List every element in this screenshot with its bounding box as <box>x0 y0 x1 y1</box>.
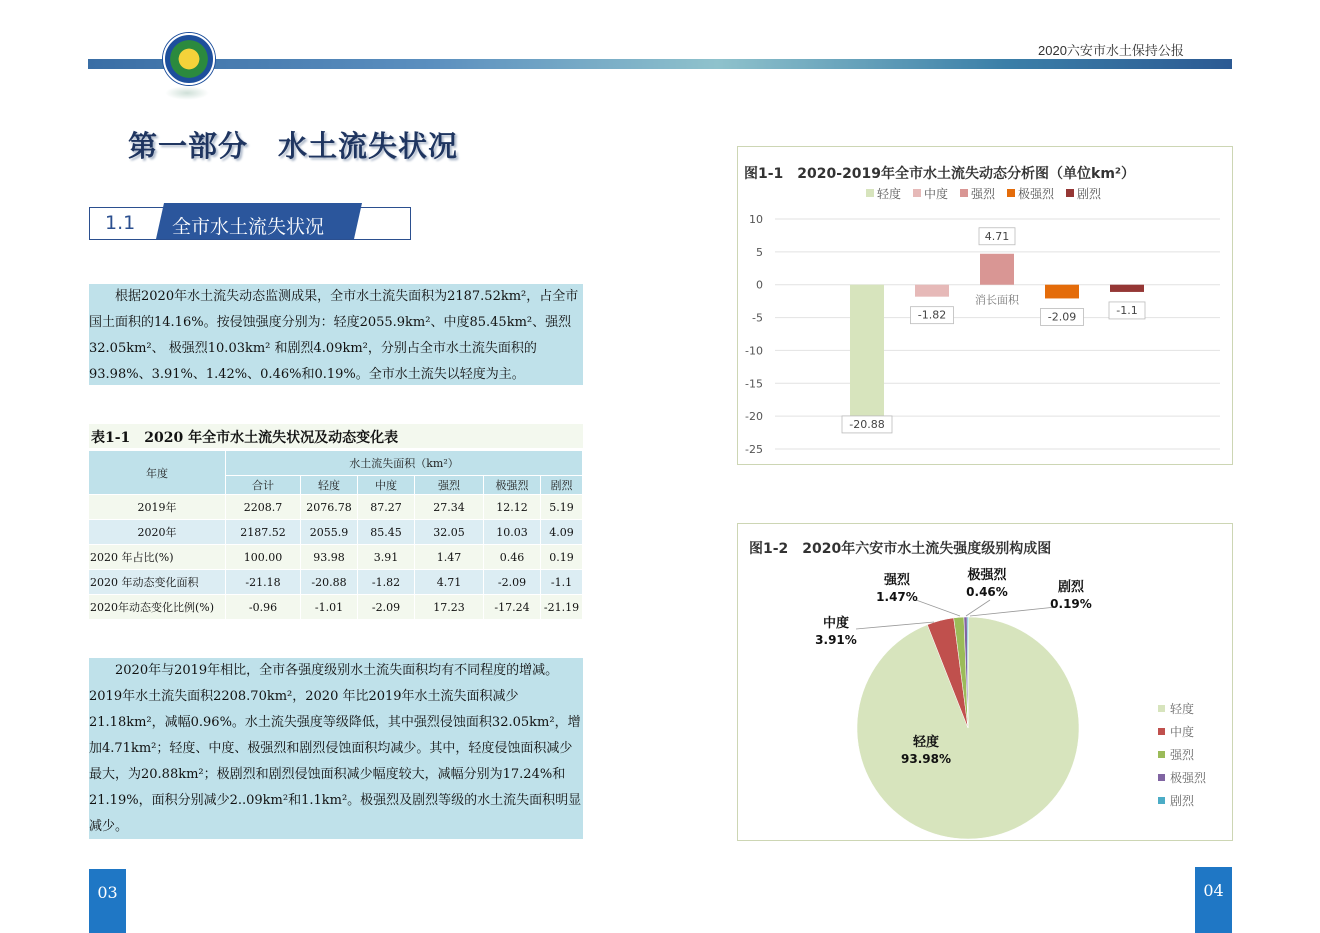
table-row <box>89 595 583 620</box>
y-tick-label: -20 <box>745 410 763 424</box>
table-row <box>89 520 583 545</box>
paragraph-2-text: 2020年与2019年相比，全市各强度级别水土流失面积均有不同程度的增减。2019年水土流失面积2208.70km²，2020 年比2019年水土流失面积减少21.18km²，减幅0.96%。水土流失强度等级降低，其中强烈侵蚀面积32.05km²，增加4.71km²；轻度、中度、极强烈和剧烈侵蚀面积均减少。其中，轻度侵蚀面积减少最大，为20.88km²；极剧烈和剧烈侵蚀面积减少幅度较大，减幅分别为17.24%和21.19%，面积分别减少2..09km²和1.1km²。极强烈及剧烈等级的水土流失面积明显减少。 <box>89 663 582 834</box>
data-label: -2.09 <box>1047 310 1077 324</box>
table-cell: 87.27 <box>358 495 415 520</box>
header-bar <box>88 59 1232 69</box>
legend-label: 轻度 <box>1170 702 1195 716</box>
legend-swatch <box>1066 189 1074 197</box>
table-cell: -17.24 <box>484 595 541 620</box>
legend-swatch <box>1158 774 1165 781</box>
bar-chart-title: 图1-1 2020-2019年全市水土流失动态分析图（单位km²） <box>744 166 1136 182</box>
table-row <box>89 495 583 520</box>
legend-label: 轻度 <box>877 187 902 201</box>
data-label: 4.71 <box>984 229 1010 243</box>
legend-label: 剧烈 <box>1170 794 1195 808</box>
y-tick-label: -25 <box>745 443 763 456</box>
chart-2-frame <box>737 523 1233 841</box>
y-tick-label: 10 <box>749 213 763 226</box>
table-cell: 4.09 <box>541 520 583 545</box>
table-cell: -1.82 <box>358 570 415 595</box>
table-row <box>89 545 583 570</box>
table-cell: 10.03 <box>484 520 541 545</box>
table-cell: 32.05 <box>415 520 484 545</box>
y-tick-label: 5 <box>756 245 763 259</box>
pie-label-name: 强烈 <box>883 573 911 588</box>
leader-line <box>970 607 1056 616</box>
y-tick-label: -5 <box>752 311 763 325</box>
chart-1-frame <box>737 146 1233 465</box>
bar-chart <box>738 147 1232 464</box>
pie-label-name: 轻度 <box>912 735 940 750</box>
legend-label: 极强烈 <box>1170 771 1207 785</box>
table-row-label: 2019年 <box>89 495 226 520</box>
bar <box>850 285 884 422</box>
page-number-right: 04 <box>1195 867 1232 933</box>
bar-chart-legend <box>866 186 1102 201</box>
paragraph-1-text: 根据2020年水土流失动态监测成果，全市水土流失面积为2187.52km²，占全市国土面积的14.16%。按侵蚀强度分别为：轻度2055.9km²、中度85.45km²、强烈32.05km²、 极强烈10.03km² 和剧烈4.09km²，分别占全市水土流失面积的93.98%、3.91%、1.42%、0.46%和0.19%。全市水土流失以轻度为主。 <box>89 289 579 382</box>
table-cell: -1.1 <box>541 570 583 595</box>
paragraph-1 <box>89 284 583 385</box>
leader-line <box>966 600 990 616</box>
table-cell: 0.46 <box>484 545 541 570</box>
pie-label-name: 剧烈 <box>1057 580 1085 595</box>
data-label: -1.82 <box>917 308 947 322</box>
legend-swatch <box>1158 728 1165 735</box>
y-tick-label: -10 <box>745 344 763 358</box>
bar-chart-marks <box>842 228 1145 433</box>
bar-chart-grid <box>745 213 1220 456</box>
table-cell: 17.23 <box>415 595 484 620</box>
bar <box>1045 285 1079 299</box>
pie-label-value: 0.19% <box>1050 597 1092 611</box>
table-row <box>89 570 583 595</box>
table-cell: -1.01 <box>301 595 358 620</box>
table-cell: 2055.9 <box>301 520 358 545</box>
pie-label-value: 3.91% <box>815 633 857 647</box>
table-cell: -2.09 <box>358 595 415 620</box>
legend-label: 极强烈 <box>1018 187 1055 201</box>
pie-label-name: 中度 <box>822 616 850 631</box>
table-row-label: 2020年动态变化比例(%) <box>89 595 226 620</box>
table-cell: -2.09 <box>484 570 541 595</box>
table-cell: 27.34 <box>415 495 484 520</box>
legend-swatch <box>913 189 921 197</box>
table-subheader: 中度 <box>358 476 415 495</box>
table-cell: -20.88 <box>301 570 358 595</box>
bar <box>1110 285 1144 292</box>
legend-label: 中度 <box>1170 725 1195 739</box>
pie-chart <box>738 524 1232 840</box>
legend-swatch <box>866 189 874 197</box>
part-title: 第一部分 水土流失状况 <box>128 129 459 163</box>
table-row-label: 2020年 <box>89 520 226 545</box>
table-subheader: 合计 <box>226 476 301 495</box>
table-subheader: 轻度 <box>301 476 358 495</box>
table-row-label: 2020 年占比(%) <box>89 545 226 570</box>
table-cell: 93.98 <box>301 545 358 570</box>
bar <box>915 285 949 297</box>
table-subheader: 剧烈 <box>541 476 583 495</box>
pie-chart-title: 图1-2 2020年六安市水土流失强度级别构成图 <box>749 541 1052 557</box>
table-cell: 1.47 <box>415 545 484 570</box>
legend-label: 中度 <box>924 187 949 201</box>
data-label: -1.1 <box>1116 303 1138 317</box>
table-title: 表1-1 2020 年全市水土流失状况及动态变化表 <box>91 430 399 446</box>
pie-chart-legend <box>1158 701 1207 808</box>
pie-label-name: 极强烈 <box>967 568 1007 583</box>
table-cell: 100.00 <box>226 545 301 570</box>
section-label: 全市水土流失状况 <box>172 216 325 238</box>
table-cell: -21.19 <box>541 595 583 620</box>
table-header-group: 水土流失面积（km²） <box>226 451 583 476</box>
logo-shadow <box>165 86 209 100</box>
table-cell: 2076.78 <box>301 495 358 520</box>
pie-chart-marks <box>815 567 1092 839</box>
table-header-year: 年度 <box>89 451 226 495</box>
y-tick-label: -15 <box>745 377 763 391</box>
table-cell: 12.12 <box>484 495 541 520</box>
table-cell: -0.96 <box>226 595 301 620</box>
table-cell: 5.19 <box>541 495 583 520</box>
table-cell: -21.18 <box>226 570 301 595</box>
y-tick-label: 0 <box>756 278 763 292</box>
erosion-table <box>89 451 583 620</box>
section-number: 1.1 <box>105 212 136 234</box>
legend-label: 强烈 <box>1170 748 1195 762</box>
legend-label: 剧烈 <box>1077 187 1102 201</box>
legend-swatch <box>1158 705 1165 712</box>
x-axis-label: 消长面积 <box>975 293 1019 307</box>
table-cell: 85.45 <box>358 520 415 545</box>
table-cell: 2187.52 <box>226 520 301 545</box>
logo-icon <box>163 33 215 85</box>
page-number-left: 03 <box>89 869 126 933</box>
bar <box>980 254 1014 285</box>
table-cell: 3.91 <box>358 545 415 570</box>
table-subheader: 极强烈 <box>484 476 541 495</box>
legend-swatch <box>960 189 968 197</box>
legend-swatch <box>1158 797 1165 804</box>
pie-label-value: 93.98% <box>901 752 951 766</box>
table-cell: 0.19 <box>541 545 583 570</box>
table-subheader: 强烈 <box>415 476 484 495</box>
legend-label: 强烈 <box>971 187 996 201</box>
data-label: -20.88 <box>849 417 885 431</box>
table-row-label: 2020 年动态变化面积 <box>89 570 226 595</box>
table-cell: 4.71 <box>415 570 484 595</box>
pie-label-value: 1.47% <box>876 590 918 604</box>
table-cell: 2208.7 <box>226 495 301 520</box>
report-title: 2020六安市水土保持公报 <box>1038 43 1184 58</box>
legend-swatch <box>1007 189 1015 197</box>
legend-swatch <box>1158 751 1165 758</box>
pie-label-value: 0.46% <box>966 585 1008 599</box>
leader-line <box>916 600 960 616</box>
paragraph-2 <box>89 658 583 839</box>
